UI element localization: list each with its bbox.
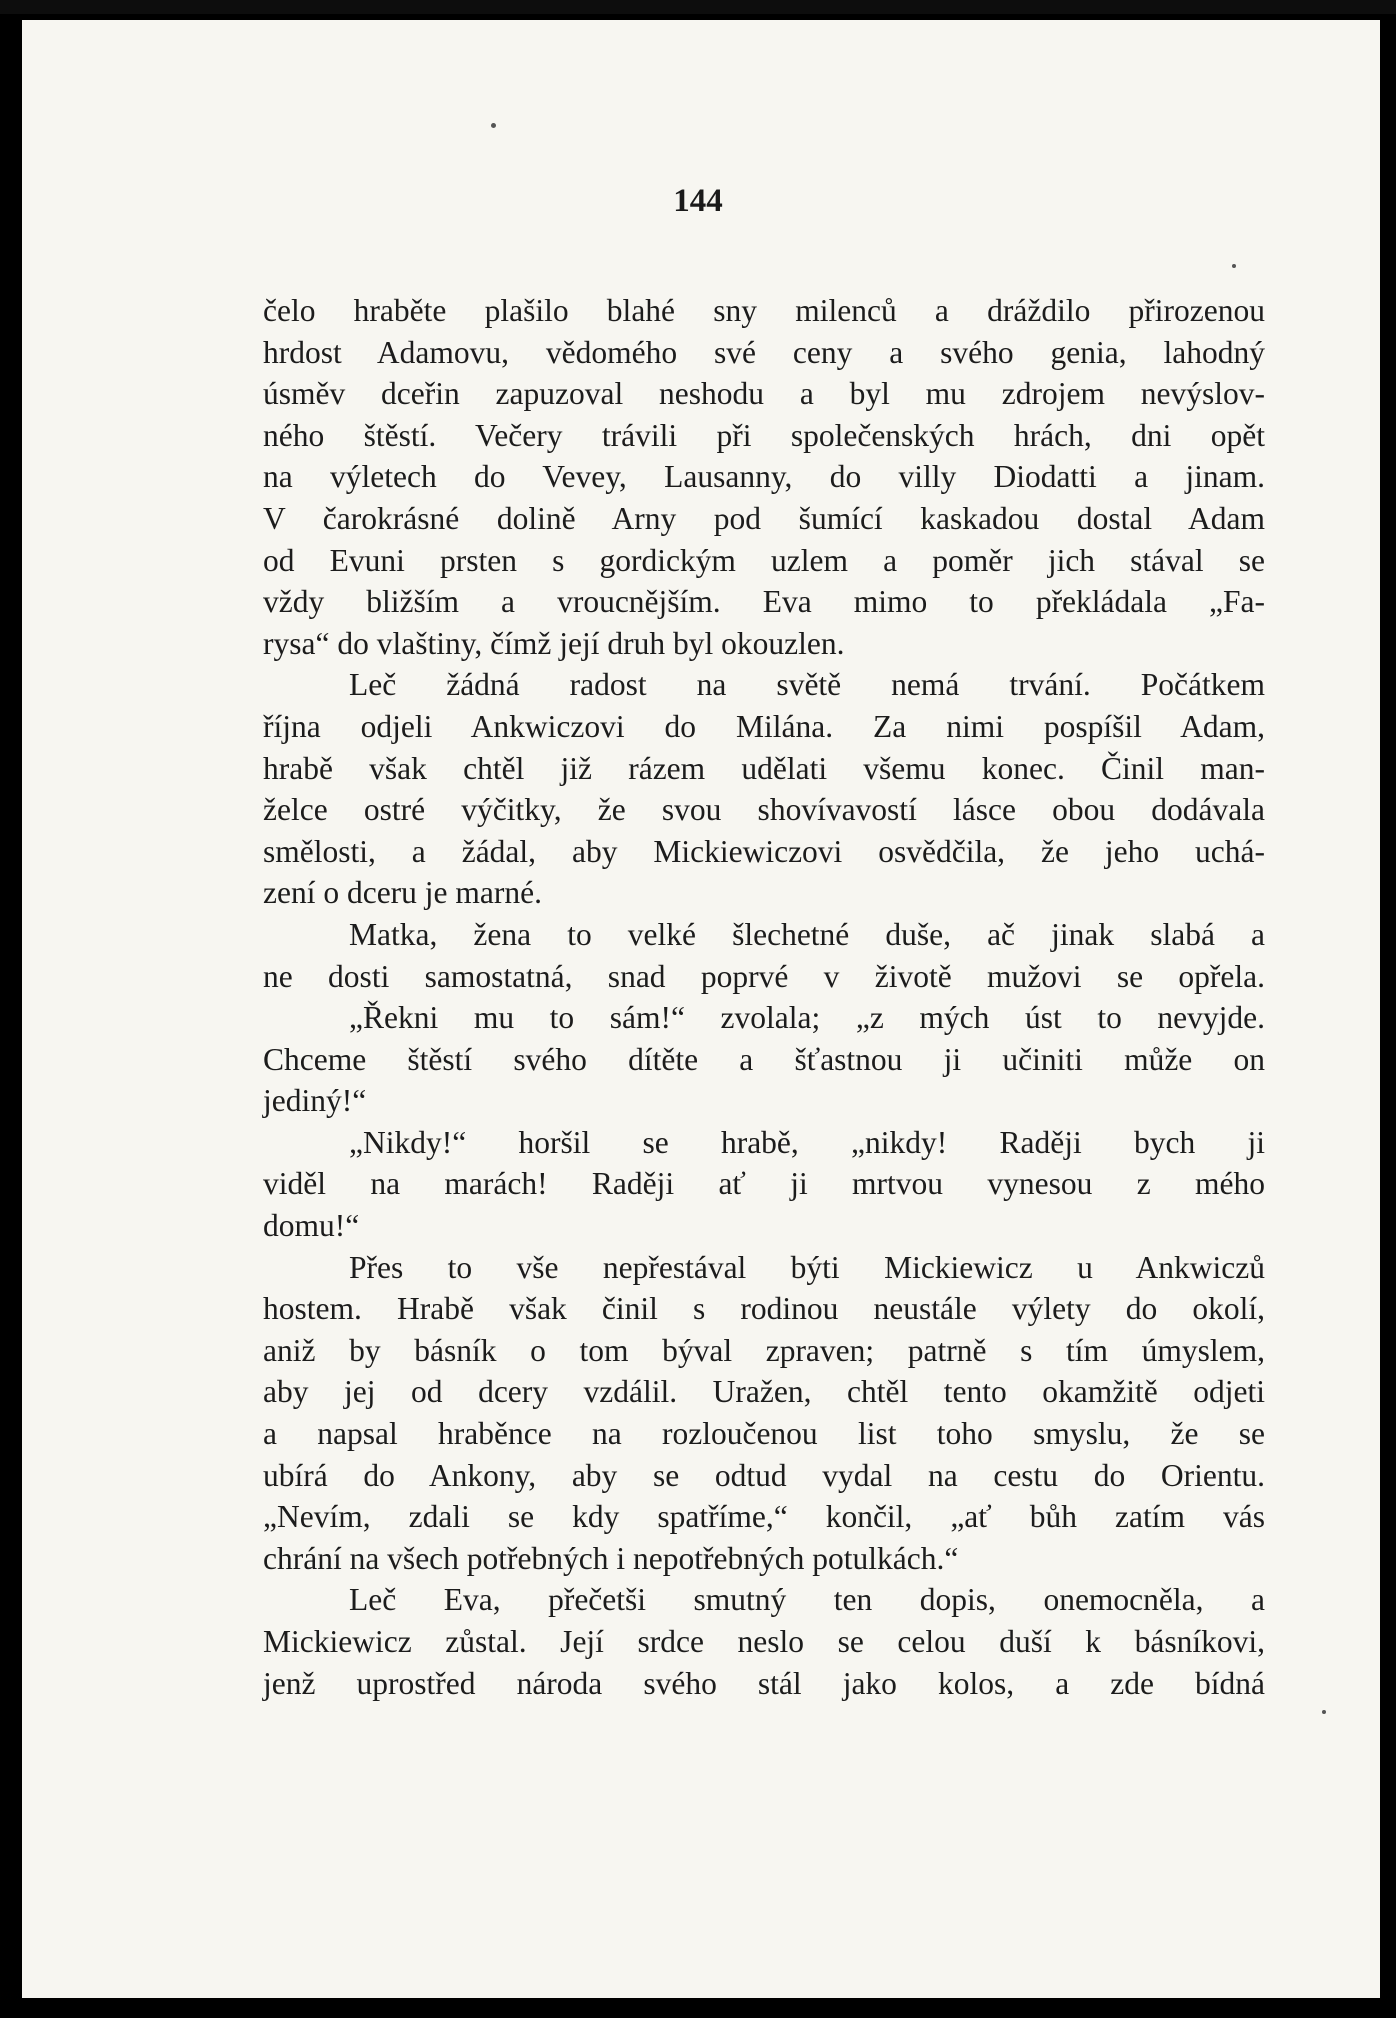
page-number: 144 <box>673 183 723 219</box>
text-line: od Evuni prsten s gordickým uzlem a poměr jich stával se <box>263 542 1265 578</box>
text-line: „Řekni mu to sám!“ zvolala; „z mých úst to nevyjde. <box>349 1000 1265 1036</box>
text-line: smělosti, a žádal, aby Mickiewiczovi osvědčila, že jeho uchá- <box>263 833 1265 869</box>
text-line: „Nevím, zdali se kdy spatříme,“ končil, „ať bůh zatím vás <box>263 1499 1265 1535</box>
text-line: chrání na všech potřebných i nepotřebných potulkách.“ <box>263 1540 959 1576</box>
text-line: hrabě však chtěl již rázem udělati všemu konec. Činil man- <box>263 750 1265 786</box>
text-line: zení o dceru je marné. <box>263 875 542 911</box>
scan-speck <box>491 123 496 128</box>
text-line: ne dosti samostatná, snad poprvé v životě mužovi se opřela. <box>263 958 1265 994</box>
text-line: jenž uprostřed národa svého stál jako kolos, a zde bídná <box>263 1665 1265 1701</box>
text-line: ubírá do Ankony, aby se odtud vydal na cestu do Orientu. <box>263 1457 1265 1493</box>
text-line: jediný!“ <box>263 1083 367 1119</box>
text-line: V čarokrásné dolině Arny pod šumící kaskadou dostal Adam <box>263 500 1265 536</box>
text-line: čelo hraběte plašilo blahé sny milenců a dráždilo přirozenou <box>263 293 1265 328</box>
text-line: na výletech do Vevey, Lausanny, do villy Diodatti a jinam. <box>263 459 1265 495</box>
body-text <box>263 290 1265 1704</box>
scan-edge-top <box>0 0 1396 14</box>
scan-speck <box>1322 1710 1326 1714</box>
scan-speck <box>1232 264 1236 268</box>
text-line: domu!“ <box>263 1208 360 1244</box>
text-line: želce ostré výčitky, že svou shovívavostí lásce obou dodávala <box>263 792 1265 828</box>
text-line: ného štěstí. Večery trávili při společenských hrách, dni opět <box>263 417 1265 453</box>
text-line: hostem. Hrabě však činil s rodinou neustále výlety do okolí, <box>263 1291 1265 1327</box>
text-line: Chceme štěstí svého dítěte a šťastnou ji učiniti může on <box>263 1041 1265 1077</box>
text-line: října odjeli Ankwiczovi do Milána. Za nimi pospíšil Adam, <box>263 708 1265 744</box>
text-line: aniž by básník o tom býval zpraven; patrně s tím úmyslem, <box>263 1332 1265 1368</box>
text-line: Leč žádná radost na světě nemá trvání. Počátkem <box>349 667 1265 703</box>
text-line: „Nikdy!“ horšil se hrabě, „nikdy! Raději bych ji <box>349 1124 1265 1160</box>
text-line: Mickiewicz zůstal. Její srdce neslo se celou duší k básníkovi, <box>263 1624 1265 1659</box>
text-line: Přes to vše nepřestával býti Mickiewicz u Ankwiczů <box>349 1249 1265 1285</box>
text-line: hrdost Adamovu, vědomého své ceny a svého genia, lahodný <box>263 334 1265 370</box>
text-line: Matka, žena to velké šlechetné duše, ač jinak slabá a <box>349 916 1265 952</box>
text-line: rysa“ do vlaštiny, čímž její druh byl okouzlen. <box>263 625 845 661</box>
text-line: aby jej od dcery vzdálil. Uražen, chtěl tento okamžitě odjeti <box>263 1374 1265 1410</box>
text-line: Leč Eva, přečetši smutný ten dopis, onemocněla, a <box>349 1582 1265 1618</box>
text-line: viděl na marách! Raději ať ji mrtvou vynesou z mého <box>263 1166 1265 1202</box>
text-line: a napsal hraběnce na rozloučenou list toho smyslu, že se <box>263 1416 1265 1452</box>
text-line: vždy bližším a vroucnějším. Eva mimo to překládala „Fa- <box>263 584 1265 620</box>
text-line: úsměv dceřin zapuzoval neshodu a byl mu zdrojem nevýslov- <box>263 376 1265 412</box>
